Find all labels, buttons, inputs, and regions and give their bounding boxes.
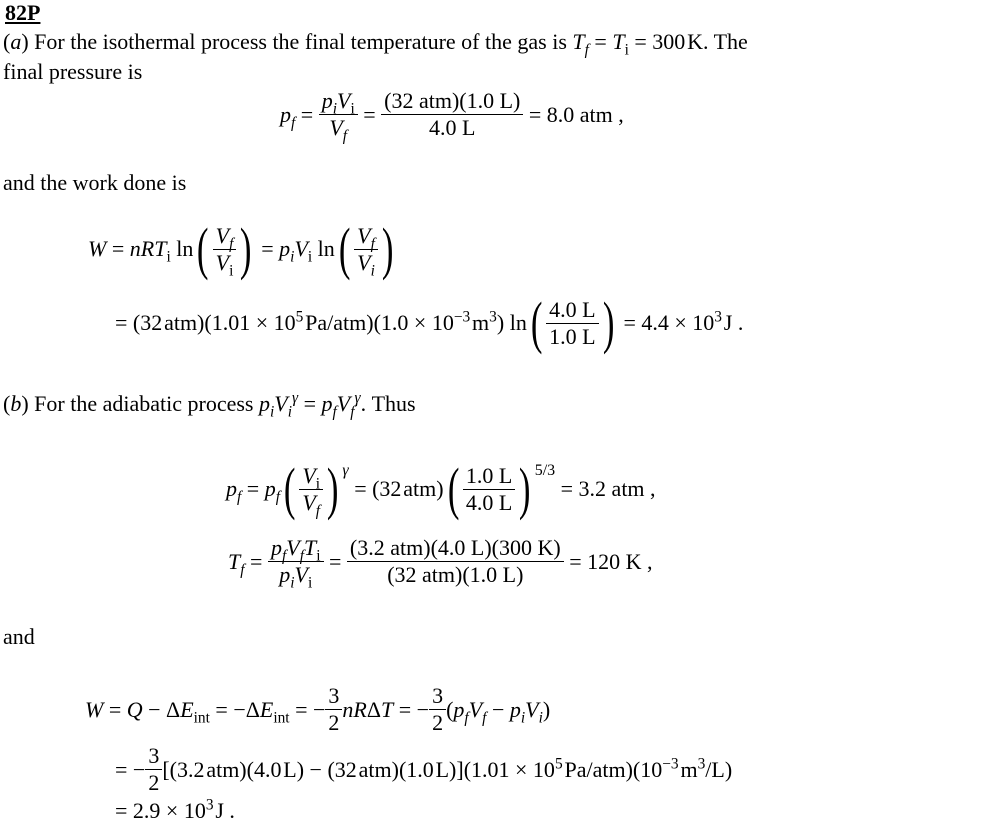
eq-final-pressure: $p_f$ = $\frac{p_iV_i}{V_f}$ = $\frac{\text{(32 atm)(1.0 L)}}{4.0 L}$ = 8.0 atm , — [280, 88, 624, 145]
frac-numeric-pressure: $\frac{\text{(32 atm)(1.0 L)}}{4.0 L}$ — [381, 88, 523, 141]
part-b-intro: (b) For the adiabatic process $p_iV_i^\gamma = p_fV_f^\gamma$. Thus — [3, 389, 416, 421]
eq-adiabatic-pressure: $p_f = p_f$ ( $\frac{V_i}{V_f}$ ) γ = (32 atm) ( $\frac{1.0 L}{4.0 L}$ ) 5/3 = 3.2 atm , — [226, 456, 656, 521]
eq-work-line2: = (32 $atm)(1.01 \times 10^5$ $Pa/atm)(1.0 \times 10^{-3}$ $m^3$) ln ( $\frac{4.0 L}{1.0 L}$ ) = $4.4 \times 10^3$ J . — [115, 290, 744, 355]
problem-number: 82P — [5, 0, 41, 25]
eq-adiabatic-work-line1: $W = Q - \Delta E_{int} = -\Delta E_{int}$ = − $\frac{3}{2}$ nRΔT = − $\frac{3}{2}$ $(p_fV_f - p_iV_i)$ — [85, 683, 551, 735]
part-a-intro-line2: final pressure is — [3, 59, 143, 84]
work-intro-text: and the work done is — [3, 170, 187, 195]
and-text: and — [3, 624, 35, 649]
eq-work-line1: W = nRT$_i$ ln ( $\frac{V_f}{V_i}$ ) = $p_iV_i$ ln ( $\frac{V_f}{V_i}$ ) — [88, 216, 394, 281]
frac-pivi-over-vf: $\frac{p_iV_i}{V_f}$ — [319, 88, 358, 141]
eq-adiabatic-work-result: = $2.9 \times 10^3$ J . — [115, 796, 235, 823]
eq-adiabatic-work-line2: = − $\frac{3}{2}$ [(3.2 atm)(4.0 L) − (32 atm)(1.0 $L)](1.01 \times 10^5$ $Pa/atm)(10^{-3}$ $m^3/L$) — [115, 743, 733, 795]
pressure-result: = 8.0 atm , — [528, 101, 624, 127]
part-a-intro-line1: (a) For the isothermal process the final temperature of the gas is $T_f = T_i = 300$ K. The — [3, 29, 748, 59]
eq-final-temperature: $T_f$ = $\frac{p_fV_fT_i}{p_iV_i}$ = $\frac{\text{(3.2 atm)(4.0 L)(300 K)}}{\text{(32 atm)(1.0 L)}}$ = 120 K , — [228, 535, 653, 592]
